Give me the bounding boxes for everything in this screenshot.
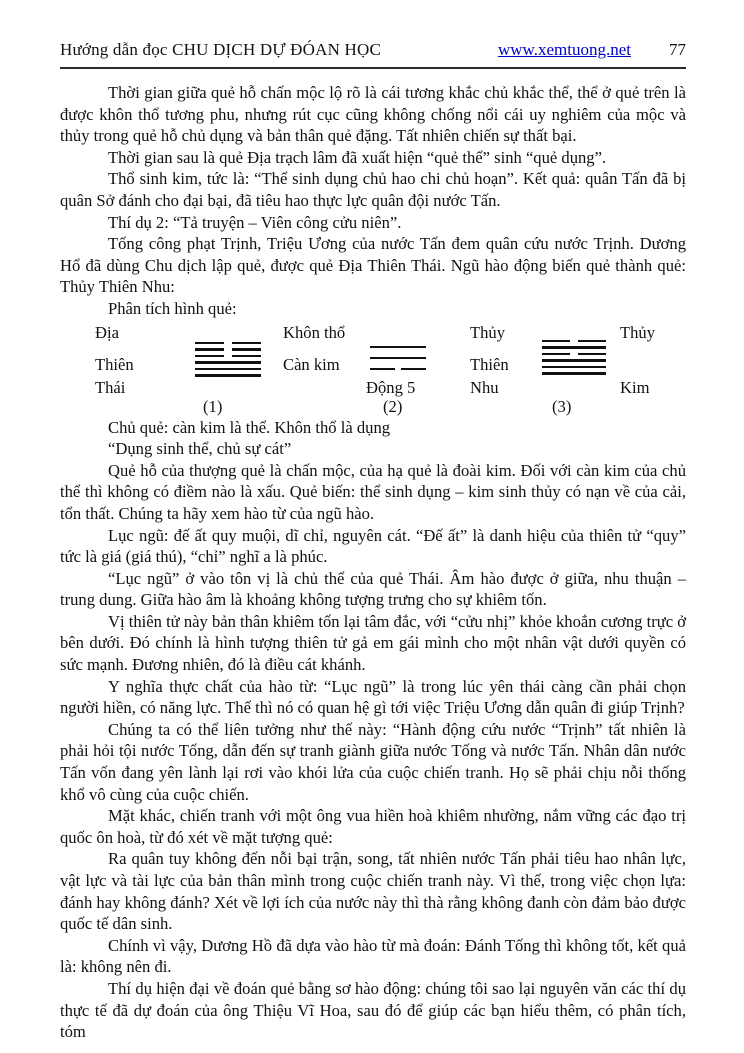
paragraph: Phân tích hình quẻ: xyxy=(108,298,237,318)
diagram-label: Nhu xyxy=(470,377,499,397)
diagram-label: Khôn thổ xyxy=(283,322,346,342)
paragraph: “Dụng sinh thể, chủ sự cát” xyxy=(108,439,292,459)
diagram-caption: (3) xyxy=(552,396,572,416)
paragraph: Thí dụ 2: “Tả truyện – Viên công cửu niên”. xyxy=(108,212,402,232)
diagram-label: Thủy xyxy=(470,322,506,342)
trigram-figure xyxy=(370,346,426,379)
paragraph: Lục ngũ: đế ất quy muội, dĩ chỉ, nguyên cát. “Đế ất” là danh hiệu của thiên tử “quy” tức là giá (giá thú), “chỉ” nghĩ a là phúc. xyxy=(60,525,686,567)
paragraph: Chúng ta có thể liên tưởng như thế này: “Hành động cứu nước “Trịnh” tất nhiên là phải hỏi tội nước Tống, dẫn đến sự tranh giành giữa nước Tống và nước Tấn. Nhân dân nước Tấn vốn đang yên lành lại rơi vào khói lửa của cuộc chiến tranh. Họ sẽ phải chịu nỗi thống khổ vô cùng của cuộc chiến. xyxy=(60,719,686,804)
moving-line-label: Động 5 xyxy=(366,377,416,397)
page-header-title: Hướng dẫn đọc CHU DỊCH DỰ ĐÓAN HỌC xyxy=(60,40,382,59)
paragraph: Quẻ hỗ của thượng quẻ là chấn mộc, của hạ quẻ là đoài kim. Đối với càn kim của chủ thể thì không có điềm nào là xấu. Quẻ biến: thể sinh dụng – kim sinh thủy có nạn về của cải, tổn thất. Chúng ta hãy xem hào từ của ngũ hào. xyxy=(60,460,686,523)
header-link[interactable]: www.xemtuong.net xyxy=(498,40,631,59)
page-number: 77 xyxy=(669,40,686,59)
paragraph: Chính vì vậy, Dương Hồ đã dựa vào hào từ mà đoán: Đánh Tống thì không tốt, kết quả là: không nên đi. xyxy=(60,935,686,977)
paragraph: “Lục ngũ” ở vào tôn vị là chủ thể của quẻ Thái. Âm hào được ở giữa, nhu thuận – trung dung. Giữa hào âm là khoảng không tượng trưng cho sự khiêm tốn. xyxy=(60,568,686,610)
diagram-caption: (2) xyxy=(383,396,403,416)
paragraph: Vị thiên tử này bản thân khiêm tốn lại tâm đắc, với “cửu nhị” khỏe khoắn cương trực ở bên dưới. Đó chính là hình tượng thiên tử gả em gái mình cho một nhân vật dưới quyền có sức mạnh. Đương nhiên, đó là điều cát khánh. xyxy=(60,611,686,675)
paragraph: Tống công phạt Trịnh, Triệu Ương của nước Tấn đem quân cứu nước Trịnh. Dương Hổ đã dùng Chu dịch lập quẻ, được quẻ Địa Thiên Thái. Ngũ hào động biến quẻ thành quẻ: Thủy Thiên Nhu: xyxy=(60,234,686,297)
diagram-label: Thủy xyxy=(620,322,656,342)
paragraph: Thí dụ hiện đại về đoán quẻ bằng sơ hào động: chúng tôi sao lại nguyên văn các thí dụ thực tế đã dự đoán của ông Thiệu Vĩ Hoa, sau đó để giúp các bạn hiểu thêm, có phân tích, tóm xyxy=(60,978,686,1042)
diagram-label: Càn kim xyxy=(283,354,340,374)
paragraph: Ra quân tuy không đến nỗi bại trận, song, tất nhiên nước Tấn phải tiêu hao nhân lực, vật lực và tài lực của bản thân mình trong cuộc chiến tranh này. Vì thế, trong việc chọn lựa: đánh hay không đánh? Xét về lợi ích của nước này thì thà rằng không đanh còn đảm bảo được quốc tế dân sinh. xyxy=(60,849,686,934)
header-divider xyxy=(60,67,686,69)
diagram-label: Thái xyxy=(95,377,126,397)
diagram-label: Địa xyxy=(95,322,119,342)
paragraph: Thời gian sau là quẻ Địa trạch lâm đã xuất hiện “quẻ thể” sinh “quẻ dụng”. xyxy=(108,147,607,167)
body-text xyxy=(60,82,686,1043)
page-header xyxy=(60,40,686,60)
hexagram-thai-figure xyxy=(195,342,261,381)
diagram-label: Thiên xyxy=(95,354,134,374)
paragraph: Thời gian giữa quẻ hỗ chấn mộc lộ rõ là cái tương khắc chủ khắc thể, thể ở quẻ trên là được khôn thổ tương phu, nhưng rút cục cũng không chống nổi cái uy nghiêm của mộc và thủy trong quẻ hỗ chủ dụng và bản thân quẻ đặng. Tất nhiên chiến sự thất bại. xyxy=(60,83,686,146)
paragraph: Chủ quẻ: càn kim là thể. Khôn thổ là dụng xyxy=(108,417,391,437)
paragraph: Y nghĩa thực chất của hào từ: “Lục ngũ” là trong lúc yên thái càng cần phải chọn người hiền, có năng lực. Thế thì nó có quan hệ gì tới việc Triệu Ương dẫn quân đi giúp Trịnh? xyxy=(60,676,686,718)
diagram-label: Thiên xyxy=(470,354,509,374)
hexagram-diagram xyxy=(60,320,686,417)
diagram-caption: (1) xyxy=(203,396,223,416)
diagram-label: Kim xyxy=(620,377,650,397)
paragraph: Thổ sinh kim, tức là: “Thể sinh dụng chủ hao chi chủ hoạn”. Kết quả: quân Tấn đã bị quân Sở đánh cho đại bại, đã tiêu hao thực lực quân đội nước Tấn. xyxy=(60,169,686,210)
hexagram-nhu-figure xyxy=(542,340,606,379)
paragraph: Mặt khác, chiến tranh với một ông vua hiền hoà khiêm nhường, nắm vững các đạo trị quốc ôn hoà, từ đó xét về mặt tượng quẻ: xyxy=(60,806,686,847)
